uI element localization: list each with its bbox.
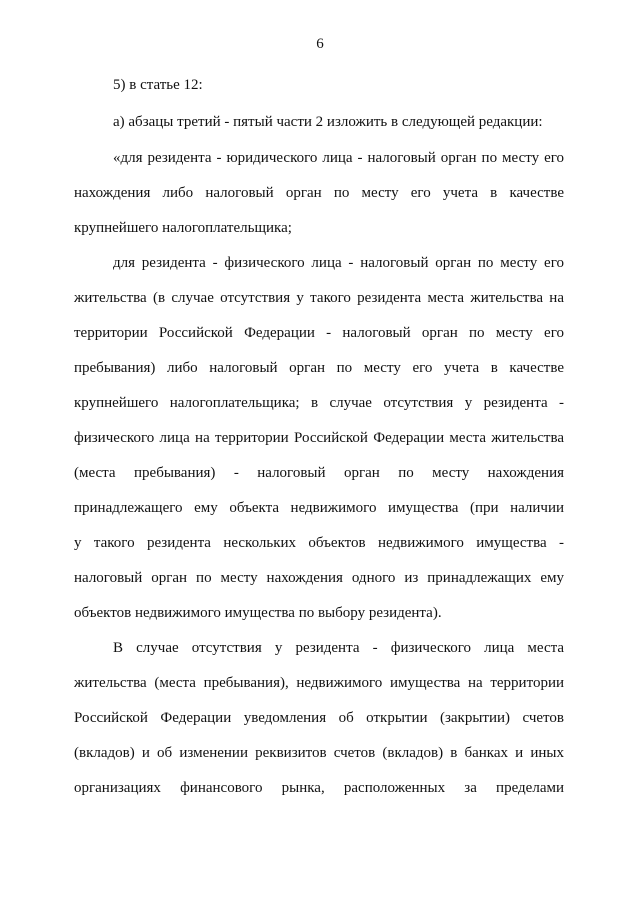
paragraph-line: крупнейшего налогоплательщика; <box>74 220 292 236</box>
paragraph-line: пребывания) либо налоговый орган по месту его учета в качестве <box>74 360 564 376</box>
paragraph-line: налоговый орган по месту нахождения одного из принадлежащих ему <box>74 570 564 586</box>
paragraph-line: объектов недвижимого имущества по выбору резидента). <box>74 605 442 621</box>
paragraph-line: у такого резидента нескольких объектов недвижимого имущества - <box>74 535 564 551</box>
paragraph-line: В случае отсутствия у резидента - физического лица места <box>113 640 564 656</box>
item-heading-line: 5) в статье 12: <box>113 77 203 93</box>
paragraph-line: нахождения либо налоговый орган по месту его учета в качестве <box>74 185 564 201</box>
paragraph-line: «для резидента - юридического лица - налоговый орган по месту его <box>113 150 564 166</box>
paragraph-line: жительства (в случае отсутствия у такого резидента места жительства на <box>74 290 564 306</box>
paragraph-line: (вкладов) и об изменении реквизитов счетов (вкладов) в банках и иных <box>74 745 564 761</box>
paragraph-line: территории Российской Федерации - налоговый орган по месту его <box>74 325 564 341</box>
paragraph-line: организациях финансового рынка, расположенных за пределами <box>74 780 564 796</box>
subitem-line: а) абзацы третий - пятый части 2 изложить в следующей редакции: <box>113 114 543 130</box>
paragraph-line: для резидента - физического лица - налоговый орган по месту его <box>113 255 564 271</box>
paragraph-line: (места пребывания) - налоговый орган по месту нахождения <box>74 465 564 481</box>
paragraph-line: принадлежащего ему объекта недвижимого имущества (при наличии <box>74 500 564 516</box>
paragraph-line: физического лица на территории Российской Федерации места жительства <box>74 430 564 446</box>
paragraph-line: Российской Федерации уведомления об открытии (закрытии) счетов <box>74 710 564 726</box>
page-number: 6 <box>316 36 324 52</box>
paragraph-line: жительства (места пребывания), недвижимого имущества на территории <box>74 675 564 691</box>
paragraph-line: крупнейшего налогоплательщика; в случае отсутствия у резидента - <box>74 395 564 411</box>
